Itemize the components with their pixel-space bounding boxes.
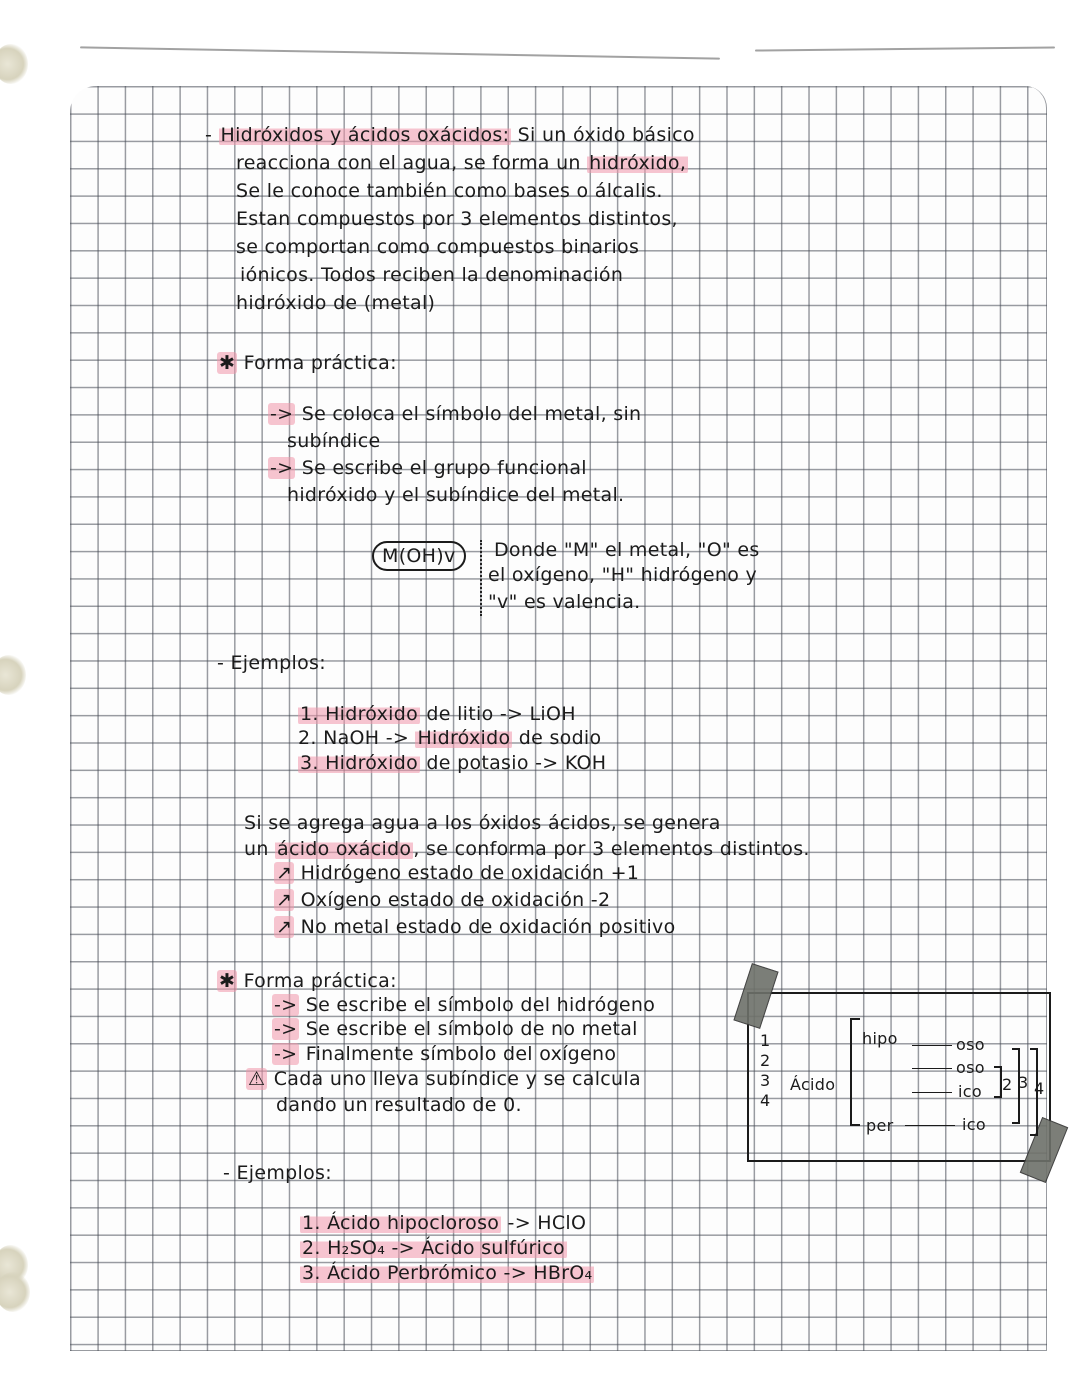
item-number: 3. <box>300 752 319 774</box>
item-term: Ácido <box>327 1262 381 1284</box>
card-label-acido: Ácido <box>790 1075 836 1094</box>
formula-note-3: "v" es valencia. <box>488 591 641 613</box>
forma2-heading <box>217 970 397 992</box>
note-text: Cada uno lleva subíndice y se calcula <box>273 1068 641 1090</box>
ejemplo2-item2 <box>300 1237 567 1259</box>
item-text: No metal estado de oxidación positivo <box>300 916 676 938</box>
acidos-line2 <box>244 838 810 860</box>
forma1-heading <box>217 352 397 374</box>
acidos-line1: Si se agrega agua a los óxidos ácidos, se genera <box>244 812 721 834</box>
forma1-step1 <box>268 403 641 425</box>
item-number: 3. <box>302 1262 321 1284</box>
arrow-up-right-icon: ↗ <box>276 889 293 911</box>
step-text: Se escribe el grupo funcional <box>301 457 587 479</box>
arrow-icon: -> <box>274 1018 298 1040</box>
connector-line <box>912 1045 952 1046</box>
section1-line3: Se le conoce también como bases o álcalis. <box>236 180 663 202</box>
formula-note-2: el oxígeno, "H" hidrógeno y <box>488 564 758 586</box>
ejemplo1-item2 <box>298 727 601 749</box>
suffix-oso-1: oso <box>956 1035 985 1054</box>
highlighted-term <box>300 1262 594 1284</box>
connector-line <box>905 1125 955 1126</box>
item-text: Perbrómico -> HBrO₄ <box>387 1262 593 1284</box>
highlighted-term: Hidróxido <box>417 727 511 749</box>
ejemplo1-item1 <box>298 703 576 725</box>
section-title: Hidróxidos y ácidos oxácidos: <box>220 124 510 146</box>
forma2-note2: dando un resultado de 0. <box>276 1094 522 1116</box>
card-number-4: 4 <box>760 1091 771 1110</box>
highlighted-term <box>298 703 420 725</box>
suffix-ico-1: ico <box>958 1082 982 1101</box>
item-text: de sodio <box>518 727 602 749</box>
step-text: Finalmente símbolo del oxígeno <box>305 1043 617 1065</box>
ejemplo2-item3 <box>300 1262 594 1284</box>
forma2-step2 <box>272 1018 638 1040</box>
section1-line2 <box>236 152 688 174</box>
formula-note-1: Donde "M" el metal, "O" es <box>494 539 760 561</box>
forma2-note1 <box>246 1068 641 1090</box>
card-number-3: 3 <box>760 1071 771 1090</box>
highlighted-term <box>300 1212 501 1234</box>
ring-hole <box>0 44 28 84</box>
ejemplos-title: Ejemplos: <box>236 1162 332 1184</box>
arrow-icon: -> <box>270 403 294 425</box>
ejemplo2-item1 <box>300 1212 586 1234</box>
item-text: de potasio -> KOH <box>426 752 607 774</box>
acidos-item1 <box>274 862 639 884</box>
ring-hole <box>0 655 26 695</box>
section1-line4: Estan compuestos por 3 elementos distintos, <box>236 208 678 230</box>
item-number: 2. <box>298 727 317 749</box>
forma1-step2-cont: hidróxido y el subíndice del metal. <box>287 484 625 506</box>
item-text: Hidrógeno estado de oxidación +1 <box>300 862 640 884</box>
bullet-dash: - <box>217 652 225 674</box>
bullet-dash: - <box>223 1162 231 1184</box>
page-top-edge-right <box>755 46 1055 51</box>
group-label-3: 3 <box>1018 1073 1029 1092</box>
star-icon: ✱ <box>219 352 236 374</box>
item-term: Ácido hipocloroso <box>327 1212 500 1234</box>
connector-line <box>912 1092 952 1093</box>
formula-separator <box>480 540 482 616</box>
group-bracket-2 <box>994 1066 1002 1098</box>
arrow-icon: -> <box>274 994 298 1016</box>
item-term: Hidróxido <box>325 703 419 725</box>
forma1-step2 <box>268 457 587 479</box>
highlighted-term: ácido oxácido <box>277 838 412 860</box>
section1-line1 <box>205 124 695 146</box>
card-number-1: 1 <box>760 1031 771 1050</box>
ejemplo1-item3 <box>298 752 606 774</box>
text-line: un <box>244 838 269 860</box>
item-term: H₂SO₄ -> <box>327 1237 415 1259</box>
ejemplos-title: Ejemplos: <box>230 652 326 674</box>
formula-mohv: M(OH)v <box>372 541 466 571</box>
ring-hole <box>0 1272 30 1312</box>
section1-line6: iónicos. Todos reciben la denominación <box>240 264 624 286</box>
acidos-item3 <box>274 916 676 938</box>
text-line: , se conforma por 3 elementos distintos. <box>413 838 810 860</box>
text-line: Si un óxido básico <box>517 124 695 146</box>
highlighted-term <box>300 1237 567 1259</box>
item-text: -> HClO <box>507 1212 587 1234</box>
section1-line7: hidróxido de (metal) <box>236 292 436 314</box>
star-icon: ✱ <box>219 970 236 992</box>
highlighted-term: hidróxido, <box>589 152 687 174</box>
bullet-dash: - <box>205 124 213 146</box>
group-label-2: 2 <box>1002 1075 1013 1094</box>
ejemplos1-heading <box>217 652 326 674</box>
forma2-title: Forma práctica: <box>243 970 397 992</box>
prefix-hipo: hipo <box>862 1029 898 1048</box>
item-number: 1. <box>302 1212 321 1234</box>
acidos-item2 <box>274 889 610 911</box>
card-number-2: 2 <box>760 1051 771 1070</box>
item-text: de litio -> LiOH <box>426 703 576 725</box>
step-text: Se escribe el símbolo del hidrógeno <box>305 994 656 1016</box>
forma1-step1-cont: subíndice <box>287 430 381 452</box>
prefix-bracket <box>850 1018 860 1126</box>
warning-triangle-icon: ⚠ <box>248 1068 266 1090</box>
section1-line5: se comportan como compuestos binarios <box>236 236 640 258</box>
forma2-step3 <box>272 1043 616 1065</box>
step-text: Se escribe el símbolo de no metal <box>305 1018 638 1040</box>
arrow-up-right-icon: ↗ <box>276 862 293 884</box>
forma2-step1 <box>272 994 655 1016</box>
item-number: 1. <box>300 703 319 725</box>
item-text: Oxígeno estado de oxidación -2 <box>300 889 611 911</box>
step-text: Se coloca el símbolo del metal, sin <box>301 403 642 425</box>
arrow-up-right-icon: ↗ <box>276 916 293 938</box>
item-number: 2. <box>302 1237 321 1259</box>
arrow-icon: -> <box>274 1043 298 1065</box>
page-top-edge-left <box>80 46 720 59</box>
prefix-per: per <box>866 1116 894 1135</box>
item-text: NaOH -> <box>323 727 410 749</box>
item-term: Hidróxido <box>325 752 419 774</box>
suffix-ico-2: ico <box>962 1115 986 1134</box>
connector-line <box>912 1068 952 1069</box>
arrow-icon: -> <box>270 457 294 479</box>
item-text: Ácido sulfúrico <box>421 1237 565 1259</box>
text-line: reacciona con el agua, se forma un <box>236 152 581 174</box>
highlighted-term <box>298 752 420 774</box>
forma1-title: Forma práctica: <box>243 352 397 374</box>
group-label-4: 4 <box>1034 1079 1045 1098</box>
ejemplos2-heading <box>223 1162 332 1184</box>
suffix-oso-2: oso <box>956 1058 985 1077</box>
